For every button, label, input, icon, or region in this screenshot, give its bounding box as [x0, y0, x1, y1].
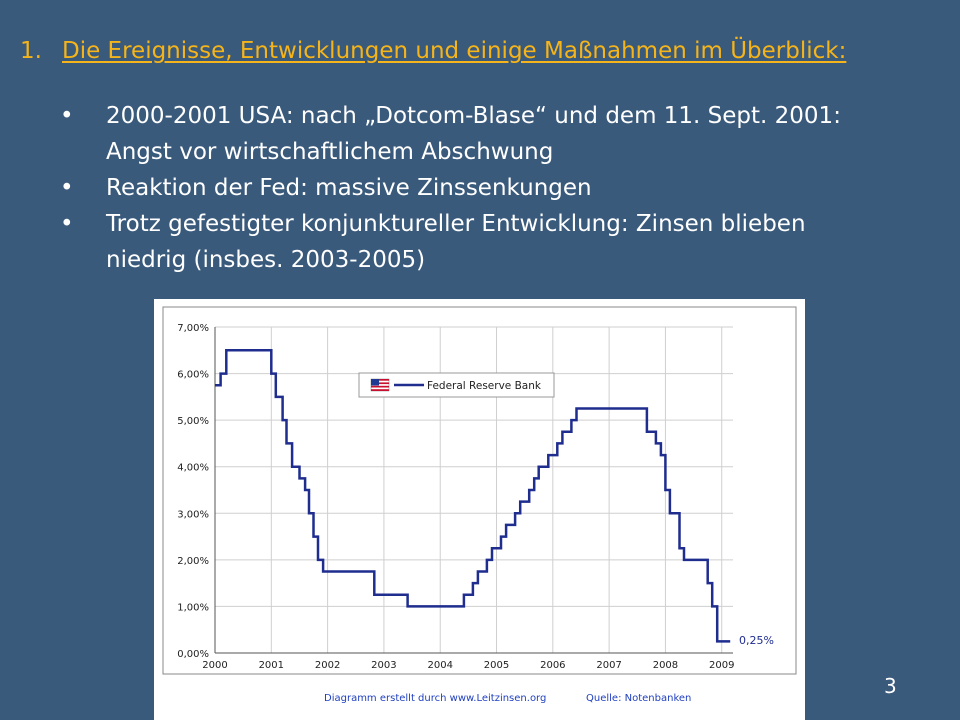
- y-tick-label: 0,00%: [177, 649, 209, 660]
- annotation-label: 0,25%: [739, 634, 774, 647]
- page-number: 3: [884, 674, 897, 698]
- x-tick-label: 2008: [652, 660, 679, 671]
- bullet-item: [60, 98, 940, 170]
- us-flag-icon: [371, 379, 389, 391]
- plot-border: [163, 307, 796, 674]
- x-tick-label: 2002: [314, 660, 341, 671]
- y-tick-label: 1,00%: [177, 602, 209, 614]
- chart-frame: [154, 299, 805, 720]
- legend: [359, 373, 554, 397]
- x-tick-label: 2004: [427, 660, 453, 671]
- y-tick-label: 5,00%: [177, 416, 209, 428]
- heading-text: Die Ereignisse, Entwicklungen und einige Maßnahmen im Überblick:: [62, 38, 847, 64]
- x-tick-label: 2006: [540, 660, 566, 671]
- bullet-item: [60, 206, 940, 278]
- bullet-item: [60, 170, 940, 206]
- bullet-text-line: Reaktion der Fed: massive Zinssenkungen: [106, 175, 592, 201]
- x-tick-label: 2005: [483, 660, 510, 671]
- y-tick-label: 3,00%: [177, 509, 209, 521]
- y-tick-label: 4,00%: [177, 462, 209, 474]
- x-tick-label: 2009: [709, 660, 735, 671]
- x-tick-label: 2001: [258, 660, 285, 671]
- x-tick-label: 2003: [371, 660, 397, 671]
- bullet-text-line: Angst vor wirtschaftlichem Abschwung: [106, 139, 554, 165]
- slide-heading: [20, 38, 950, 64]
- y-tick-label: 7,00%: [177, 323, 209, 334]
- bullet-dot-icon: •: [60, 103, 74, 129]
- footer-source: Quelle: Notenbanken: [586, 693, 692, 704]
- legend-label: Federal Reserve Bank: [427, 380, 541, 392]
- footer-credit: Diagramm erstellt durch www.Leitzinsen.org: [324, 693, 547, 704]
- x-tick-label: 2007: [596, 660, 622, 671]
- bullet-text-line: Trotz gefestigter konjunktureller Entwicklung: Zinsen blieben: [106, 211, 806, 237]
- bullet-list: [60, 98, 940, 278]
- y-tick-label: 6,00%: [177, 369, 209, 381]
- bullet-text-line: niedrig (insbes. 2003-2005): [106, 247, 426, 273]
- bullet-dot-icon: •: [60, 211, 74, 237]
- x-tick-label: 2000: [202, 660, 228, 671]
- rate-chart: [154, 299, 805, 720]
- bullet-dot-icon: •: [60, 175, 74, 201]
- heading-number: 1.: [20, 38, 42, 64]
- y-tick-label: 2,00%: [177, 555, 209, 567]
- bullet-text-line: 2000-2001 USA: nach „Dotcom-Blase“ und dem 11. Sept. 2001:: [106, 103, 841, 129]
